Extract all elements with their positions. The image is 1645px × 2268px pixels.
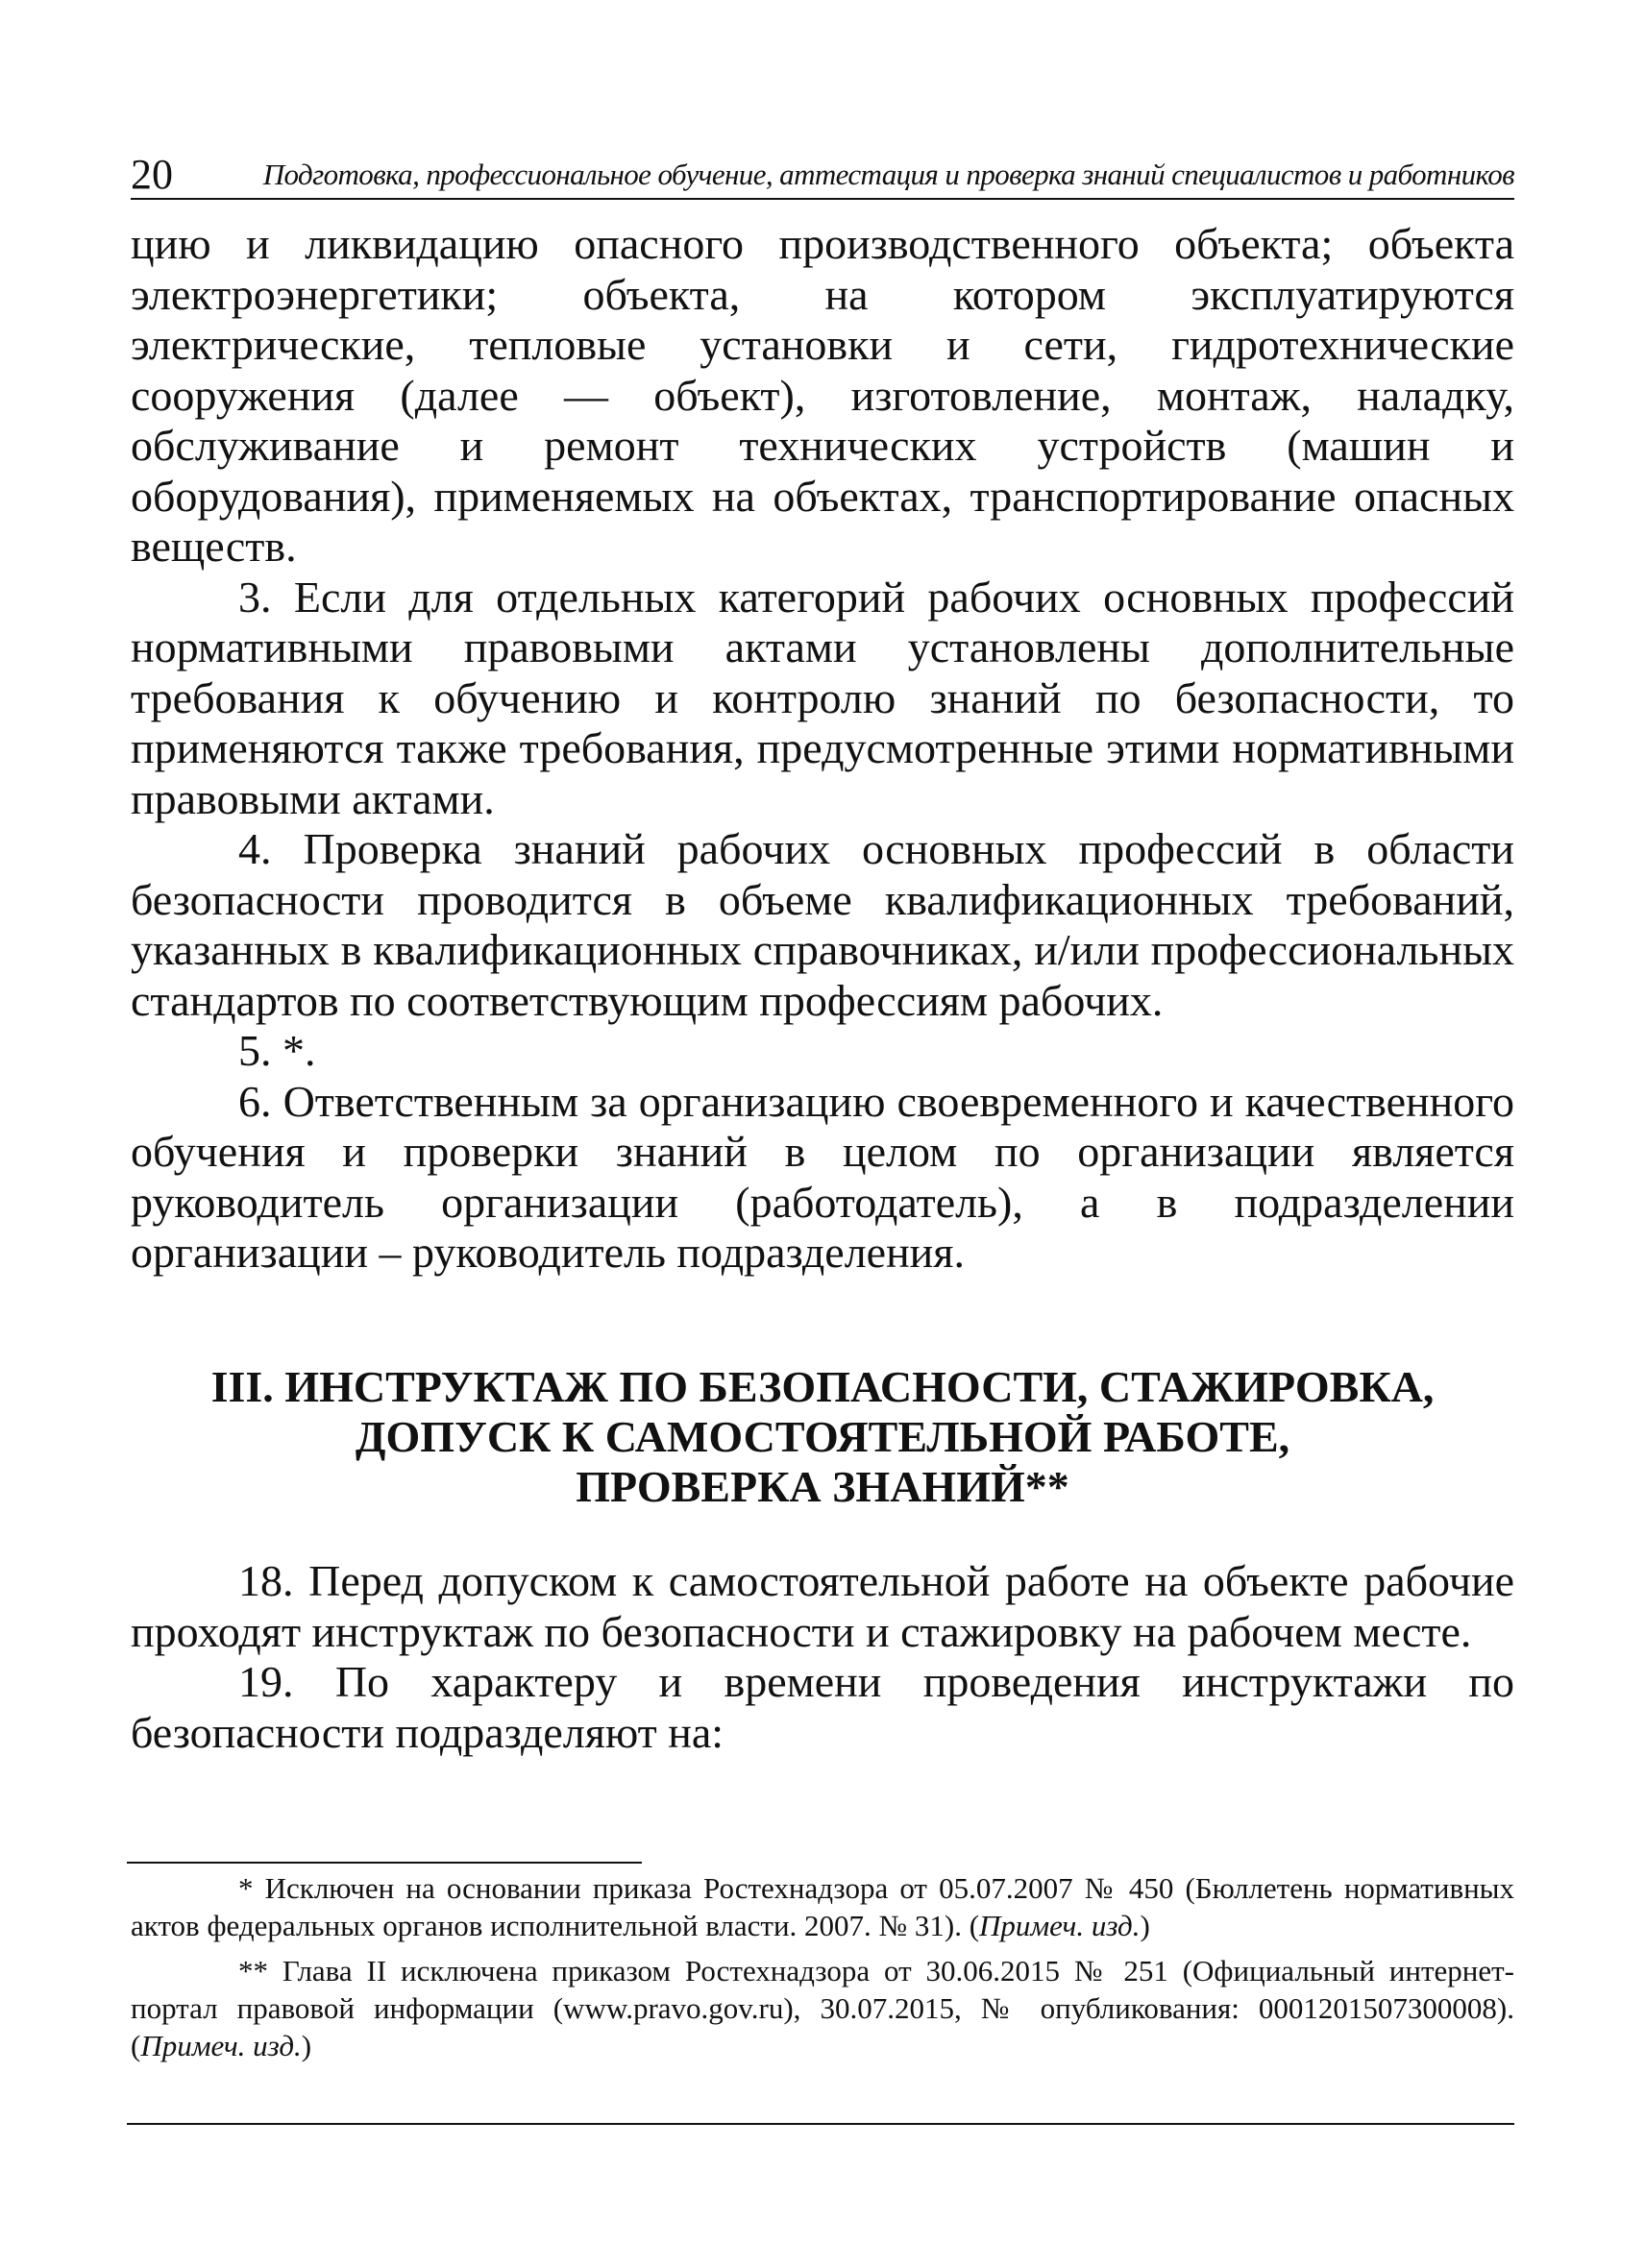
footnote-1 [131, 1869, 1514, 1944]
footnotes [131, 1869, 1514, 2064]
section-heading-line: ДОПУСК К САМОСТОЯТЕЛЬНОЙ РАБОТЕ, [355, 1412, 1290, 1461]
paragraph-19: 19. По характеру и времени проведения инструктажи по безопасности подразделяют на: [131, 1657, 1514, 1757]
section-heading-line: ПРОВЕРКА ЗНАНИЙ** [576, 1462, 1069, 1511]
footnote-separator [127, 1862, 642, 1864]
section-body-text [131, 1556, 1514, 1758]
footnote-2 [131, 1952, 1514, 2064]
paragraph-18: 18. Перед допуском к самостоятельной работе на объекте рабочие проходят инструктаж по безопасности и стажировку на рабочем месте. [131, 1556, 1514, 1656]
footnote-1-note: Примеч. изд. [979, 1909, 1141, 1942]
footnote-1-text: * Исключен на основании приказа Ростехнадзора от 05.07.2007 № 450 (Бюллетень нормативных актов федеральных органов исполнительной власти. 2007. № 31). ( [131, 1871, 1514, 1942]
footnote-2-note: Примеч. изд. [140, 2029, 302, 2062]
running-title: Подготовка, профессиональное обучение, аттестация и проверка знаний специалистов и работников [262, 158, 1514, 191]
section-heading-line: III. ИНСТРУКТАЖ ПО БЕЗОПАСНОСТИ, СТАЖИРОВКА, [210, 1362, 1435, 1411]
page-number: 20 [131, 151, 173, 198]
body-text [131, 219, 1514, 1279]
paragraph-4: 4. Проверка знаний рабочих основных профессий в области безопасности проводится в объеме квалификационных требований, указанных в квалификационных справочниках, и/или профессиональных стандартов по соответствующим профессиям рабочих. [131, 824, 1514, 1025]
footnote-2-text: ** Глава II исключена приказом Ростехнадзора от 30.06.2015 № 251 (Официальный интернет-портал правовой информации (www.pravo.gov.ru), 30.07.2015, № опубликования: 0001201507300008). ( [131, 1954, 1514, 2062]
paragraph-3: 3. Если для отдельных категорий рабочих основных профессий нормативными правовыми актами установлены дополнительные требования к обучению и контролю знаний по безопасности, то применяются также требования, предусмотренные этими нормативными правовыми актами. [131, 572, 1514, 823]
footnote-2-close: ) [301, 2029, 312, 2062]
paragraph-continuation: цию и ликвидацию опасного производственного объекта; объекта электроэнергетики; объекта, на котором эксплуатируются электрические, тепловые установки и сети, гидротехнические сооружения (далее — объект), изготовление, монтаж, наладку, обслуживание и ремонт технических устройств (машин и оборудования), применяемых на объектах, транспортирование опасных веществ. [131, 219, 1514, 571]
paragraph-5: 5. *. [238, 1026, 316, 1075]
footnote-1-close: ) [1140, 1909, 1150, 1942]
page-header [131, 144, 1514, 200]
paragraph-6: 6. Ответственным за организацию своевременного и качественного обучения и проверки знаний в целом по организации является руководитель организации (работодатель), а в подразделении организации – руководитель подразделения. [131, 1076, 1514, 1277]
section-heading [131, 1362, 1514, 1512]
bottom-rule [127, 2123, 1514, 2125]
